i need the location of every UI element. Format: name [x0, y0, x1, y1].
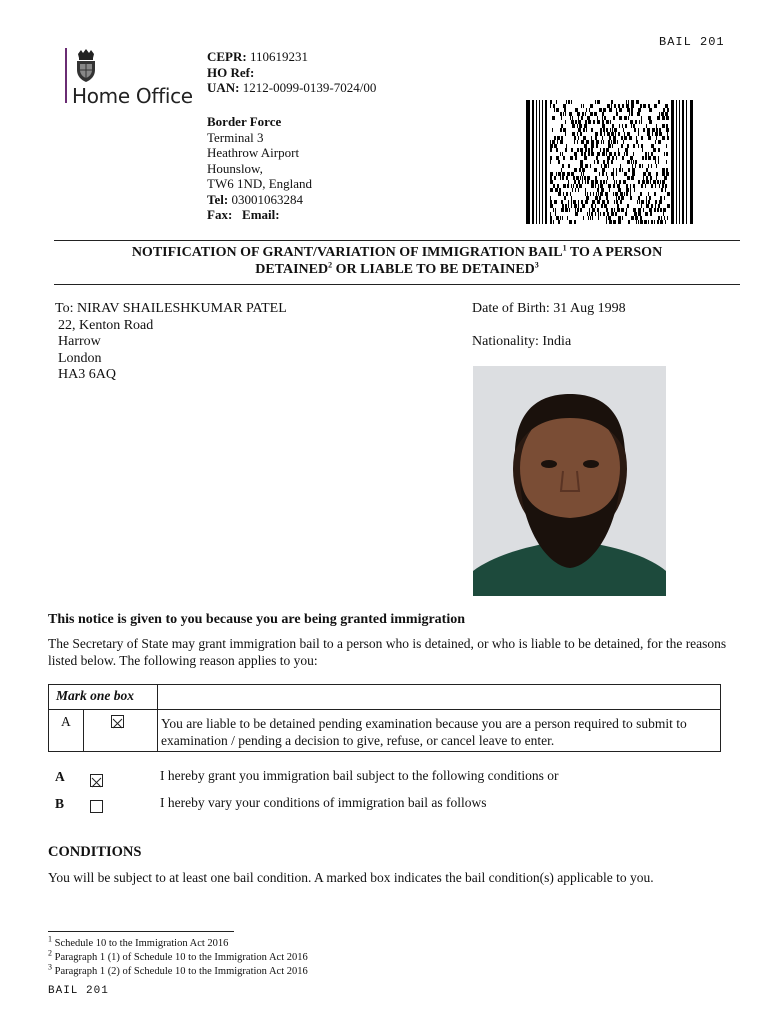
conditions-heading: CONDITIONS	[48, 844, 142, 860]
cepr-value: 110619231	[249, 49, 308, 64]
form-code-top: BAIL 201	[659, 35, 725, 49]
footnote-rule	[48, 931, 234, 932]
pdf417-barcode-icon	[526, 100, 693, 224]
checkmark-x-icon	[91, 777, 102, 788]
office-line: Heathrow Airport	[207, 145, 300, 160]
mark-one-box-header: Mark one box	[56, 688, 135, 703]
notice-heading: This notice is given to you because you are being granted immigration	[48, 612, 466, 627]
home-office-logo-text: Home Office	[72, 84, 193, 108]
office-line: TW6 1ND, England	[207, 176, 313, 191]
reason-row-letter: A	[61, 714, 71, 729]
email-label: Email:	[242, 207, 280, 222]
reference-block	[207, 49, 376, 96]
tel-label: Tel:	[207, 191, 229, 207]
reason-table	[48, 684, 721, 752]
notice-body: The Secretary of State may grant immigration bail to a person who is detained, or who is liable to be detained, for the reasons listed below. The following reason applies to you:	[48, 636, 727, 668]
tel-value: 03001063284	[231, 191, 303, 207]
office-name: Border Force	[207, 114, 282, 129]
title-rule-top	[54, 240, 740, 241]
reason-row-text: You are liable to be detained pending examination because you are a person required to submit to examination / pending a decision to give, refuse, or cancel leave to enter.	[161, 716, 687, 748]
recipient-name: NIRAV SHAILESHKUMAR PATEL	[76, 301, 287, 316]
cepr-label: CEPR:	[207, 49, 247, 64]
option-a-letter: A	[55, 769, 65, 784]
logo-accent-bar	[65, 48, 67, 103]
footnote: $^2$ Paragraph 1 (1) of Schedule 10 to the Immigration Act 2016	[48, 948, 308, 963]
address-line: 22, Kenton Road	[58, 317, 154, 333]
option-b-letter: B	[55, 796, 65, 811]
royal-crest-icon	[73, 48, 99, 84]
office-line: Hounslow,	[207, 160, 263, 176]
document-title: NOTIFICATION OF GRANT/VARIATION OF IMMIGRATION BAIL$^1$ TO A PERSON DETAINED$^2$ OR LIABLE TO BE DETAINED$^3$	[131, 243, 663, 277]
date-of-birth: Date of Birth: 31 Aug 1998	[472, 301, 626, 316]
office-line: Terminal 3	[207, 129, 264, 145]
dob-value: 31 Aug 1998	[553, 301, 626, 316]
recipient-address	[55, 301, 287, 384]
conditions-body: You will be subject to at least one bail condition. A marked box indicates the bail condition(s) applicable to you.	[48, 870, 654, 885]
nationality: Nationality: India	[472, 334, 572, 349]
uan-label: UAN:	[207, 80, 240, 95]
ho-ref-label: HO Ref:	[207, 64, 255, 80]
applicant-photo	[473, 366, 666, 596]
footnote: $^3$ Paragraph 1 (2) of Schedule 10 to the Immigration Act 2016	[48, 962, 308, 977]
title-rule-bottom	[54, 284, 740, 285]
table-divider	[157, 685, 158, 751]
table-divider	[83, 709, 84, 751]
address-line: HA3 6AQ	[58, 367, 116, 382]
to-label: To:	[55, 301, 74, 316]
checkmark-x-icon	[112, 718, 123, 729]
uan-value: 1212-0099-0139-7024/00	[242, 80, 377, 95]
form-code-bottom: BAIL 201	[48, 985, 109, 997]
office-address-block	[207, 114, 312, 223]
option-b-checkbox[interactable]	[90, 800, 103, 813]
nationality-value: India	[542, 334, 572, 349]
table-divider	[49, 709, 720, 710]
footnote: $^1$ Schedule 10 to the Immigration Act 2016	[48, 934, 229, 949]
footnotes	[48, 934, 308, 979]
fax-label: Fax:	[207, 207, 233, 222]
reason-checkbox[interactable]	[111, 715, 124, 728]
address-line: London	[58, 350, 102, 366]
option-b-text: I hereby vary your conditions of immigration bail as follows	[160, 795, 487, 810]
option-a-checkbox[interactable]	[90, 774, 103, 787]
address-line: Harrow	[58, 334, 101, 349]
option-a-text: I hereby grant you immigration bail subject to the following conditions or	[160, 768, 559, 783]
